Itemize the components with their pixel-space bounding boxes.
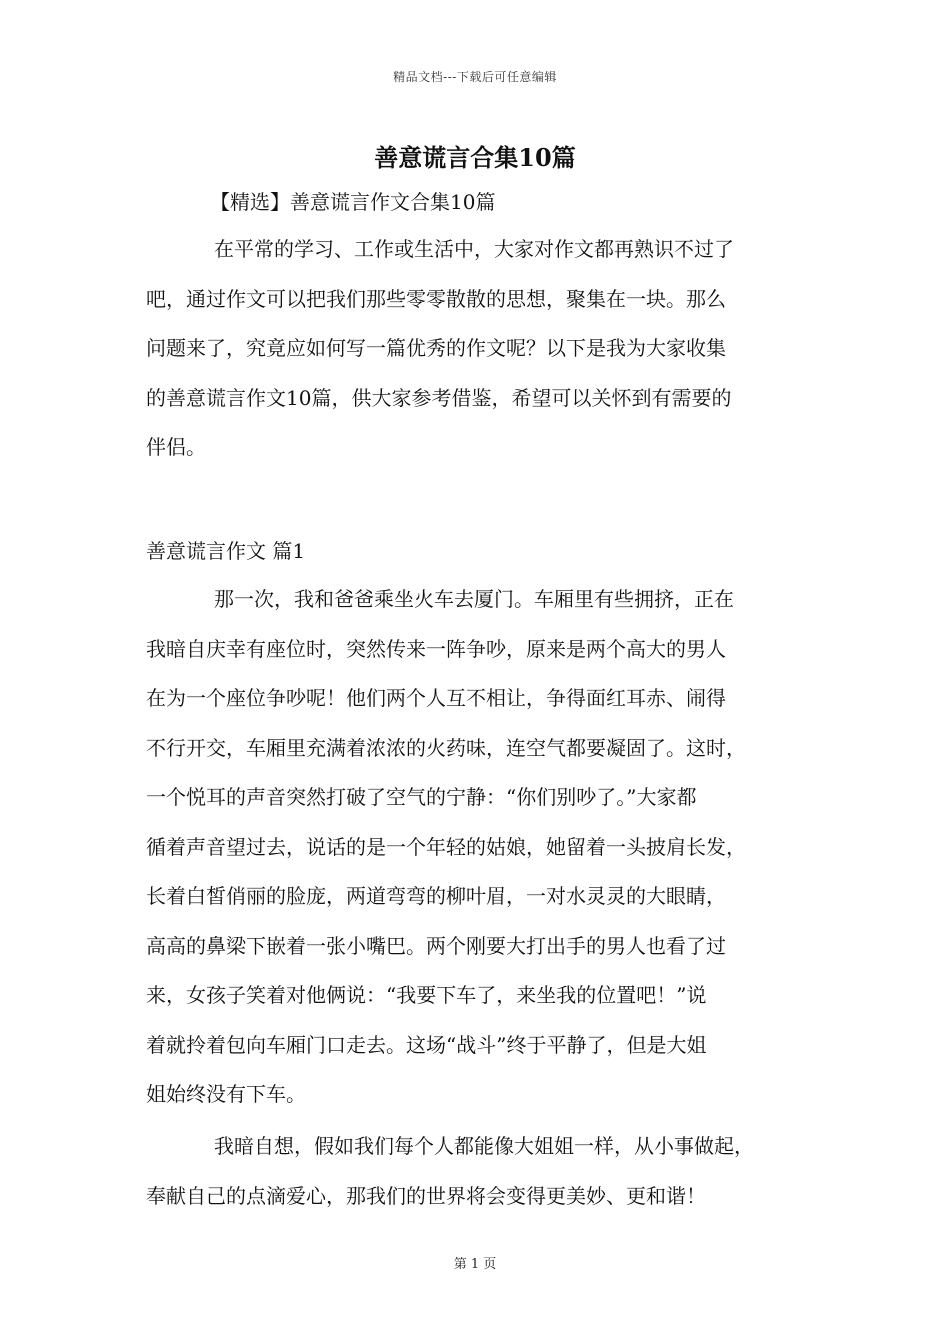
paragraph-line: 循着声音望过去，说话的是一个年轻的姑娘，她留着一头披肩长发， (146, 834, 746, 859)
paragraph-line: 我暗自想，假如我们每个人都能像大姐姐一样，从小事做起， (214, 1134, 754, 1158)
paragraph-line: 我暗自庆幸有座位时，突然传来一阵争吵，原来是两个高大的男人 (146, 636, 726, 661)
paragraph-line: 长着白皙俏丽的脸庞，两道弯弯的柳叶眉，一对水灵灵的大眼睛， (146, 884, 726, 908)
page-number: 第 1 页 (453, 1257, 497, 1272)
document-subtitle: 【精选】善意谎言作文合集10篇 (210, 190, 496, 214)
paragraph-line: 那一次，我和爸爸乘坐火车去厦门。车厢里有些拥挤，正在 (214, 587, 734, 611)
paragraph-line: 姐始终没有下车。 (146, 1082, 306, 1106)
story-paragraph (146, 575, 836, 1120)
document-title: 善意谎言合集10篇 (374, 143, 576, 172)
paragraph-line: 着就拎着包向车厢门口走去。这场“战斗”终于平静了，但是大姐 (146, 1032, 707, 1057)
paragraph-line: 一个悦耳的声音突然打破了空气的宁静：“你们别吵了。”大家都 (146, 785, 697, 809)
paragraph-line: 高高的鼻梁下嵌着一张小嘴巴。两个刚要大打出手的男人也看了过 (146, 933, 726, 958)
paragraph-line: 奉献自己的点滴爱心，那我们的世界将会变得更美妙、更和谐！ (146, 1183, 706, 1208)
conclusion-paragraph (146, 1122, 836, 1221)
paragraph-line: 不行开交，车厢里充满着浓浓的火药味，连空气都要凝固了。这时， (146, 735, 746, 760)
paragraph-line: 在平常的学习、工作或生活中，大家对作文都再熟识不过了 (214, 237, 734, 261)
paragraph-line: 吧，通过作文可以把我们那些零零散散的思想，聚集在一块。那么 (146, 286, 726, 311)
paragraph-line: 在为一个座位争吵呢！他们两个人互不相让，争得面红耳赤、闹得 (146, 686, 726, 710)
paragraph-line: 伴侣。 (146, 435, 206, 459)
paragraph-line: 问题来了，究竟应如何写一篇优秀的作文呢？以下是我为大家收集 (146, 336, 726, 360)
paragraph-line: 的善意谎言作文10篇，供大家参考借鉴，希望可以关怀到有需要的 (146, 385, 732, 410)
intro-paragraph (146, 225, 836, 473)
page-header: 精品文档---下载后可任意编辑 (393, 70, 557, 84)
section-heading: 善意谎言作文 篇1 (146, 539, 306, 563)
paragraph-line: 来，女孩子笑着对他俩说：“我要下车了，来坐我的位置吧！”说 (146, 983, 707, 1007)
